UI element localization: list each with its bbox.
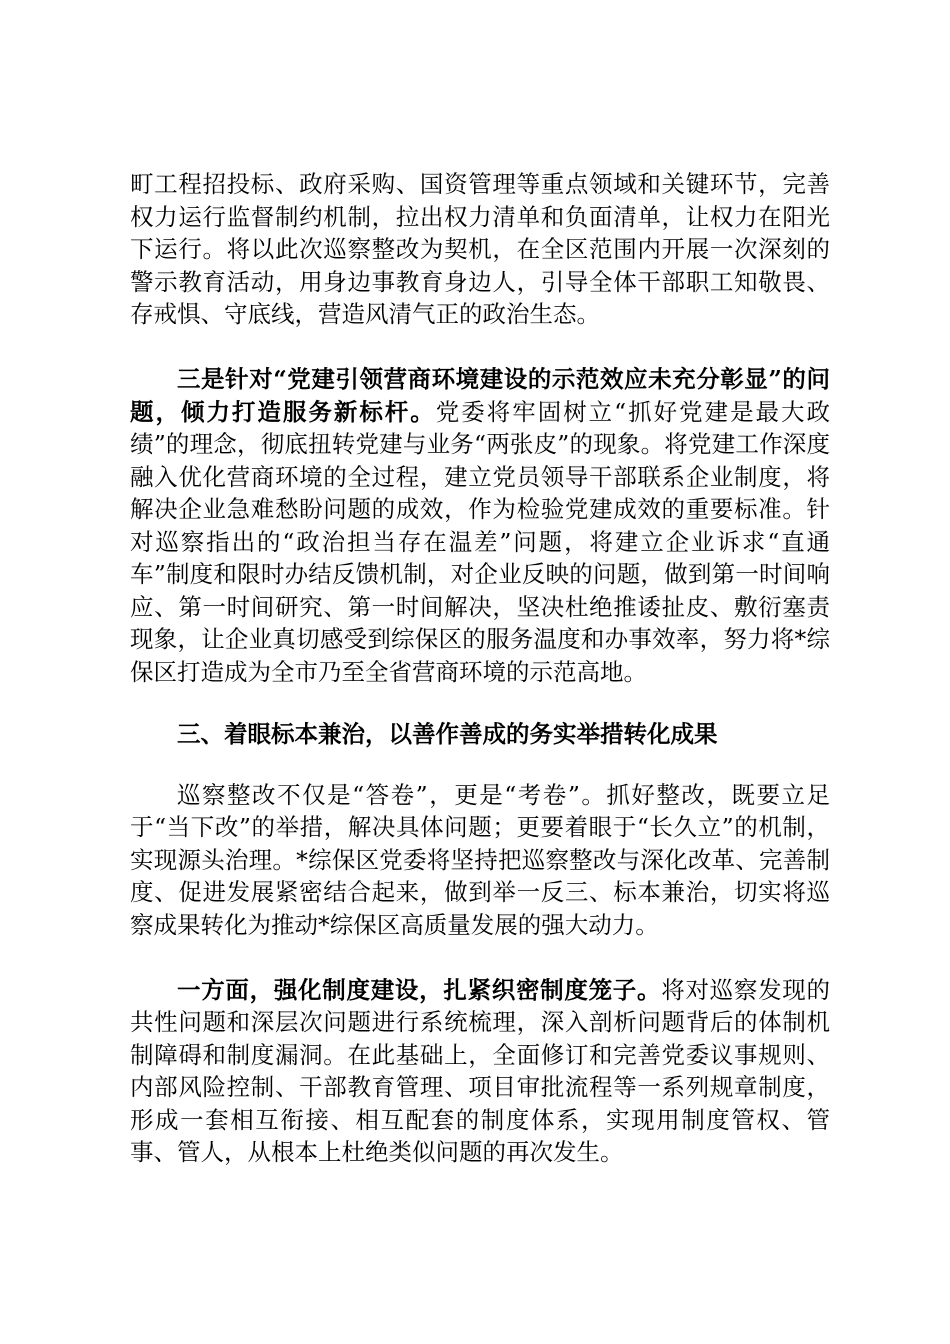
- section-heading: 三、着眼标本兼治，以善作善成的务实举措转化成果: [177, 720, 718, 748]
- paragraph-continuation: 町工程招投标、政府采购、国资管理等重点领域和关键环节，完善权力运行监督制约机制，拉出权力清单和负面清单，让权力在阳光下运行。将以此次巡察整改为契机，在全区范围内开展一次深刻的警示教育活动，用身边事教育身边人，引导全体干部职工知敬畏、存戒惧、守底线，营造风清气正的政治生态。: [130, 170, 830, 328]
- paragraph-body: 将对巡察发现的共性问题和深层次问题进行系统梳理，深入剖析问题背后的体制机制障碍和制度漏洞。在此基础上，全面修订和完善党委议事规则、内部风险控制、干部教育管理、项目审批流程等一系列规章制度，形成一套相互衔接、相互配套的制度体系，实现用制度管权、管事、管人，从根本上杜绝类似问题的再次发生。: [130, 975, 831, 1166]
- paragraph-lead-bold: 一方面，强化制度建设，扎紧织密制度笼子。: [177, 975, 662, 1004]
- paragraph-institution-building: [130, 974, 830, 1169]
- document-page: [130, 168, 830, 1169]
- paragraph-rectification: 巡察整改不仅是“答卷”，更是“考卷”。抓好整改，既要立足于“当下改”的举措，解决具体问题；更要着眼于“长久立”的机制，实现源头治理。*综保区党委将坚持把巡察整改与深化改革、完善制度、促进发展紧密结合起来，做到举一反三、标本兼治，切实将巡察成果转化为推动*综保区高质量发展的强大动力。: [130, 780, 830, 939]
- paragraph-lead-bold: 三是针对“党建引领营商环境建设的示范效应未充分彰显”的问题，倾力打造服务新标杆。: [130, 365, 830, 426]
- paragraph-party-building: [130, 363, 830, 688]
- paragraph-body: 党委将牢固树立“抓好党建是最大政绩”的理念，彻底扭转党建与业务“两张皮”的现象。将党建工作深度融入优化营商环境的全过程，建立党员领导干部联系企业制度，将解决企业急难愁盼问题的成效，作为检验党建成效的重要标准。针对巡察指出的“政治担当存在温差”问题，将建立企业诉求“直通车”制度和限时办结反馈机制，对企业反映的问题，做到第一时间响应、第一时间研究、第一时间解决，坚决杜绝推诿扯皮、敷衍塞责现象，让企业真切感受到综保区的服务温度和办事效率，努力将*综保区打造成为全市乃至全省营商环境的示范高地。: [130, 397, 831, 686]
